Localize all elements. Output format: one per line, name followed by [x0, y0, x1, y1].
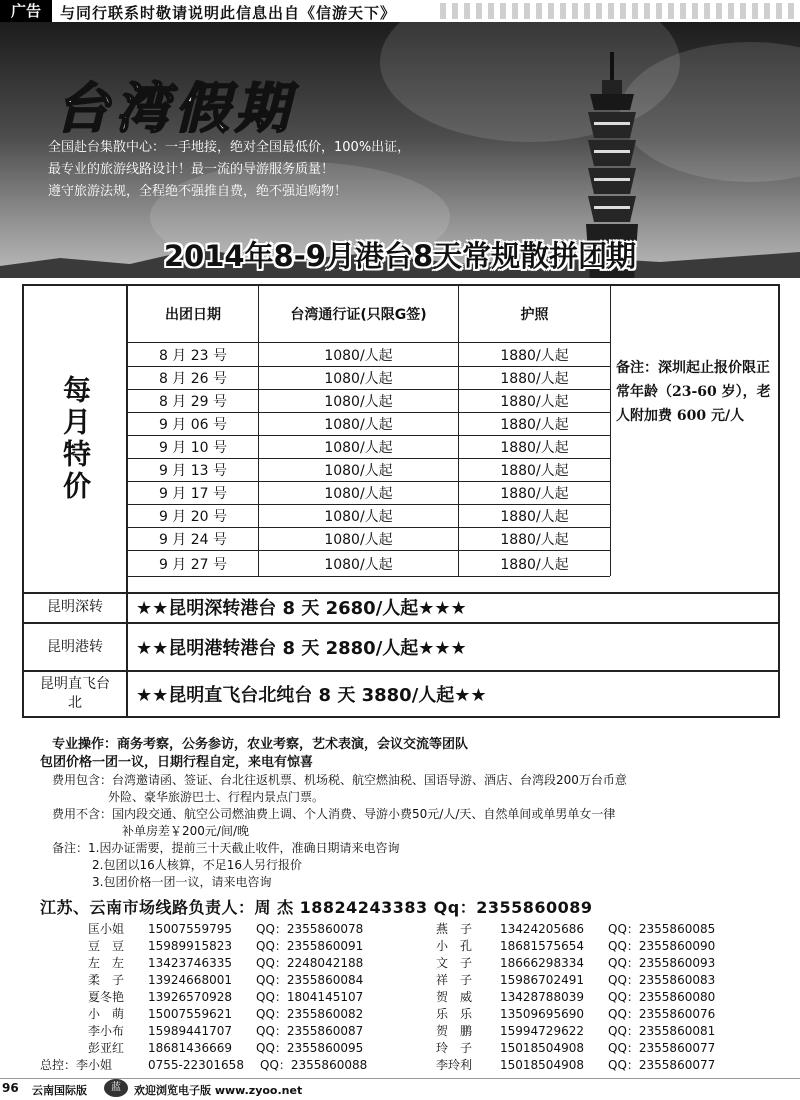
passport-price-cell: 1880/人起: [500, 462, 569, 479]
pricing-note: 备注：深圳起止报价限正常年龄（23-60 岁），老人附加费 600 元/人: [616, 360, 771, 424]
cost-includes-line-1: 费用包含：台湾邀请函、签证、台北往返机票、机场税、航空燃油税、国语导游、酒店、台湾段200万台币意: [52, 773, 627, 787]
route-label-direct-taipei: 昆明直飞台北: [40, 676, 110, 711]
ebook-website-link[interactable]: 欢迎浏览电子版 www.zyoo.net: [134, 1084, 303, 1097]
contact-qq: QQ：2355860077: [608, 1058, 716, 1072]
route-offer-direct-taipei: ★★昆明直飞台北纯台 8 天 3880/人起★★: [136, 685, 487, 706]
pass-price-cell: 1080/人起: [324, 485, 393, 502]
contact-name: 祥 子: [436, 973, 473, 987]
pass-price-cell: 1080/人起: [324, 462, 393, 479]
contact-phone: 13423746335: [148, 956, 232, 970]
contact-name: 豆 豆: [88, 939, 125, 953]
pass-price-cell: 1080/人起: [324, 393, 393, 410]
departure-date-cell: 9 月 13 号: [158, 462, 228, 479]
pass-price-cell: 1080/人起: [324, 416, 393, 433]
custom-group-offer: 包团价格一团一议，日期行程自定，来电有惊喜: [40, 755, 314, 770]
passport-price-cell: 1880/人起: [500, 508, 569, 525]
table-divider: [126, 550, 610, 551]
passport-price-cell: 1880/人起: [500, 393, 569, 410]
pass-price-cell: 1080/人起: [324, 439, 393, 456]
contact-qq: QQ：2355860093: [608, 956, 716, 970]
header-departure-date: 出团日期: [165, 307, 221, 323]
contact-name: 燕 子: [436, 922, 473, 936]
contact-phone: 15018504908: [500, 1041, 584, 1055]
remark-line-1: 备注：1.因办证需要，提前三十天截止收件，准确日期请来电咨询: [52, 841, 400, 855]
contact-qq: QQ：2355860095: [256, 1041, 364, 1055]
contact-name: 玲 子: [436, 1041, 473, 1055]
contact-qq: QQ：2355860077: [608, 1041, 716, 1055]
hero-tagline-1: 全国赴台集散中心：一手地接，绝对全国最低价，100%出证，: [48, 140, 411, 155]
pass-price-cell: 1080/人起: [324, 556, 393, 573]
contact-phone: 13509695690: [500, 1007, 584, 1021]
pass-price-cell: 1080/人起: [324, 531, 393, 548]
contact-phone: 15007559621: [148, 1007, 232, 1021]
decorative-checker-pattern: [440, 3, 800, 19]
magazine-edition: 云南国际版: [32, 1084, 87, 1097]
pass-price-cell: 1080/人起: [324, 347, 393, 364]
tour-schedule-title: 2014年8-9月港台8天常规散拼团期: [163, 239, 637, 273]
professional-services: 专业操作：商务考察，公务参访，农业考察，艺术表演，会议交流等团队: [52, 737, 469, 752]
hero-tagline-2: 最专业的旅游线路设计！最一流的导游服务质量！: [48, 162, 335, 177]
contact-qq: QQ：2355860085: [608, 922, 716, 936]
contact-phone: 15989915823: [148, 939, 232, 953]
hero-tagline-3: 遵守旅游法规，全程绝不强推自费，绝不强迫购物！: [48, 184, 348, 199]
contact-phone: 13926570928: [148, 990, 232, 1004]
contact-qq: QQ：2248042188: [256, 956, 364, 970]
header-passport: 护照: [520, 307, 549, 323]
departure-date-cell: 8 月 29 号: [158, 393, 228, 410]
route-label-hongkong: 昆明港转: [47, 638, 103, 655]
contact-name: 匡小姐: [88, 922, 125, 936]
remark-line-2: 2.包团以16人核算，不足16人另行报价: [92, 858, 302, 872]
contact-phone: 18681436669: [148, 1041, 232, 1055]
route-offer-shenzhen: ★★昆明深转港台 8 天 2680/人起★★★: [136, 598, 467, 619]
contact-name: 小 萌: [88, 1007, 125, 1021]
route-offer-hongkong: ★★昆明港转港台 8 天 2880/人起★★★: [136, 638, 467, 659]
contact-phone: 15986702491: [500, 973, 584, 987]
departure-date-cell: 9 月 06 号: [158, 416, 228, 433]
contact-name: 小 孔: [436, 939, 473, 953]
contact-phone: 15007559795: [148, 922, 232, 936]
contact-name: 左 左: [88, 956, 125, 970]
departure-date-cell: 9 月 20 号: [158, 508, 228, 525]
passport-price-cell: 1880/人起: [500, 439, 569, 456]
table-divider: [126, 592, 128, 716]
ad-strip: [0, 0, 800, 22]
contact-phone: 15994729622: [500, 1024, 584, 1038]
cost-excludes-line-2: 补单房差￥200元/间/晚: [122, 824, 249, 838]
contact-qq: QQ：2355860091: [256, 939, 364, 953]
route-label-shenzhen: 昆明深转: [47, 598, 103, 615]
pass-price-cell: 1080/人起: [324, 370, 393, 387]
table-divider: [610, 286, 611, 576]
hero-banner: [0, 22, 800, 278]
departure-date-cell: 9 月 10 号: [158, 439, 228, 456]
table-divider: [126, 576, 610, 577]
contact-qq: QQ：2355860088: [260, 1058, 368, 1072]
price-table: [22, 284, 780, 718]
departure-date-cell: 9 月 24 号: [158, 531, 228, 548]
market-manager-contact: 江苏、云南市场线路负责人：周 杰 18824243383 Qq：2355860089: [40, 898, 593, 917]
ad-label: 广告: [0, 0, 52, 22]
contact-name: 乐 乐: [436, 1007, 473, 1021]
contact-name: 总控：李小姐: [40, 1058, 113, 1072]
contact-qq: QQ：2355860087: [256, 1024, 364, 1038]
pass-price-cell: 1080/人起: [324, 508, 393, 525]
departure-date-cell: 8 月 23 号: [158, 347, 228, 364]
cost-excludes-line-1: 费用不含：国内段交通、航空公司燃油费上调、个人消费、导游小费50元/人/天、自然单间或单男单女一律: [52, 807, 616, 821]
contact-qq: QQ：1804145107: [256, 990, 364, 1004]
contact-phone: 13424205686: [500, 922, 584, 936]
contact-phone: 15018504908: [500, 1058, 584, 1072]
magazine-logo-icon: 蓝: [104, 1079, 128, 1097]
contact-name: 李玲利: [436, 1058, 473, 1072]
remark-line-3: 3.包团价格一团一议，请来电咨询: [92, 875, 272, 889]
contact-qq: QQ：2355860078: [256, 922, 364, 936]
page-footer: [0, 1078, 800, 1100]
monthly-special-label: 每月特价: [59, 375, 92, 503]
departure-date-cell: 8 月 26 号: [158, 370, 228, 387]
passport-price-cell: 1880/人起: [500, 347, 569, 364]
passport-price-cell: 1880/人起: [500, 531, 569, 548]
header-taiwan-pass: 台湾通行证(只限G签): [290, 307, 427, 323]
cost-includes-line-2: 外险、豪华旅游巴士、行程内景点门票。: [108, 790, 325, 804]
contact-name: 李小布: [88, 1024, 125, 1038]
contact-qq: QQ：2355860080: [608, 990, 716, 1004]
contact-qq: QQ：2355860076: [608, 1007, 716, 1021]
contact-name: 彭亚红: [88, 1041, 125, 1055]
contact-name: 柔 子: [88, 973, 125, 987]
contact-phone: 13428788039: [500, 990, 584, 1004]
departure-date-cell: 9 月 17 号: [158, 485, 228, 502]
departure-date-cell: 9 月 27 号: [158, 556, 228, 573]
brand-title: 台湾假期: [55, 76, 295, 140]
contact-phone: 15989441707: [148, 1024, 232, 1038]
contact-qq: QQ：2355860081: [608, 1024, 716, 1038]
contact-name: 贺 威: [436, 990, 473, 1004]
passport-price-cell: 1880/人起: [500, 416, 569, 433]
contact-qq: QQ：2355860083: [608, 973, 716, 987]
contact-phone: 18681575654: [500, 939, 584, 953]
contact-phone: 13924668001: [148, 973, 232, 987]
contact-name: 文 子: [436, 956, 473, 970]
source-notice: 与同行联系时敬请说明此信息出自《信游天下》: [60, 4, 397, 22]
passport-price-cell: 1880/人起: [500, 556, 569, 573]
contact-phone: 18666298334: [500, 956, 584, 970]
contact-qq: QQ：2355860084: [256, 973, 364, 987]
contact-qq: QQ：2355860082: [256, 1007, 364, 1021]
contact-name: 夏冬艳: [88, 990, 125, 1004]
contact-qq: QQ：2355860090: [608, 939, 716, 953]
page-number: 96: [2, 1081, 19, 1095]
contact-name: 贺 鹏: [436, 1024, 473, 1038]
contact-phone: 0755-22301658: [148, 1058, 244, 1072]
passport-price-cell: 1880/人起: [500, 370, 569, 387]
passport-price-cell: 1880/人起: [500, 485, 569, 502]
